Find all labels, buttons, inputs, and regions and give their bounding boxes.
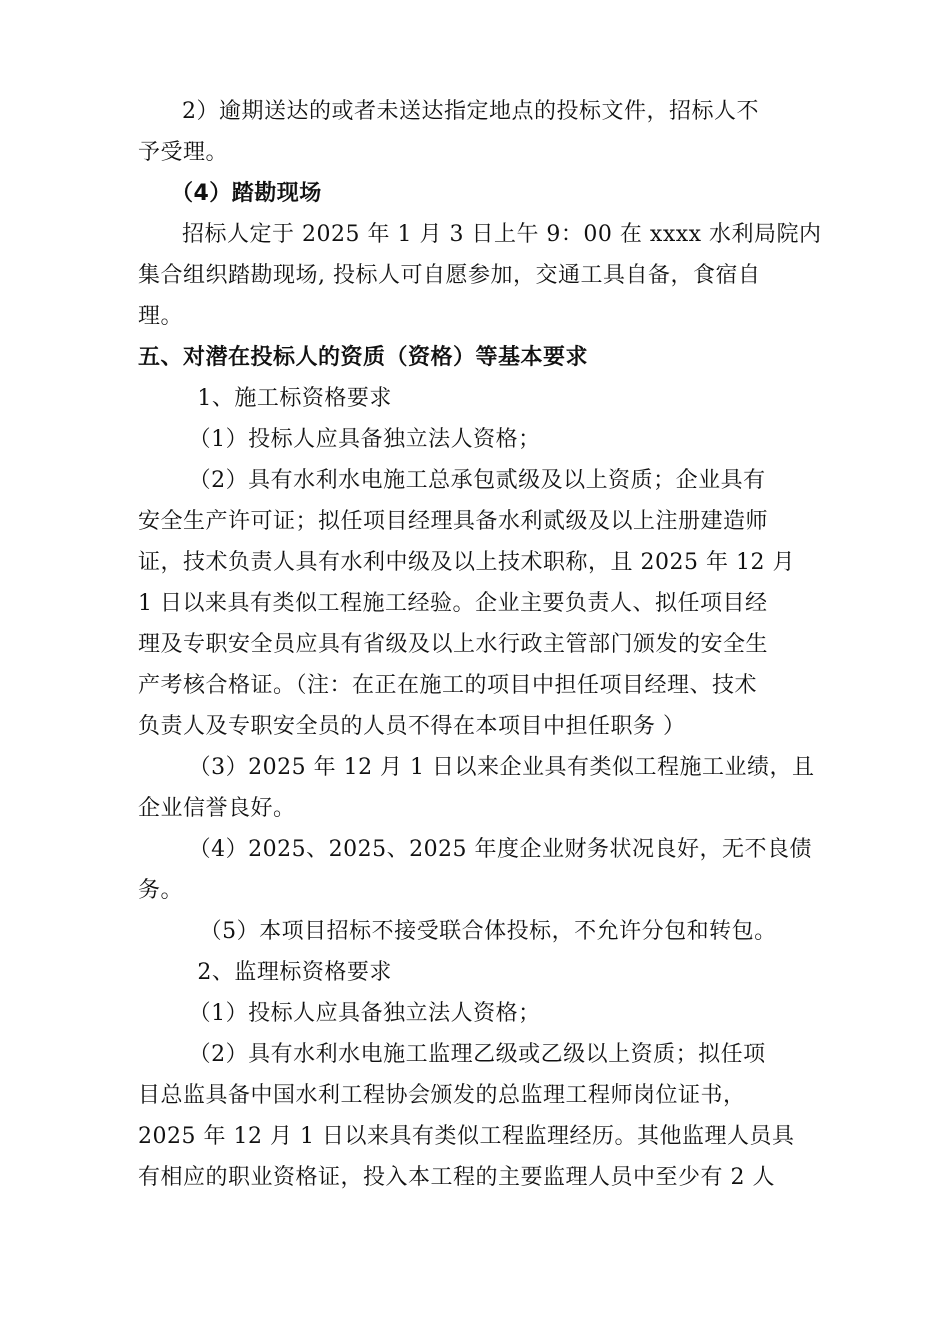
text-line: 1、施工标资格要求 bbox=[197, 386, 392, 411]
text-line: 招标人定于 2025 年 1 月 3 日上午 9：00 在 xxxx 水利局院内 bbox=[182, 222, 822, 247]
text-line: （2）具有水利水电施工总承包贰级及以上资质；企业具有 bbox=[188, 468, 766, 493]
document-body bbox=[138, 95, 858, 1195]
text-line: （2）具有水利水电施工监理乙级或乙级以上资质；拟任项 bbox=[188, 1042, 766, 1067]
text-line: （5）本项目招标不接受联合体投标，不允许分包和转包。 bbox=[199, 919, 777, 944]
text-line: 安全生产许可证；拟任项目经理具备水利贰级及以上注册建造师 bbox=[138, 509, 769, 534]
section-heading: 五、对潜在投标人的资质（资格）等基本要求 bbox=[138, 345, 589, 370]
text-line: 2025 年 12 月 1 日以来具有类似工程监理经历。其他监理人员具 bbox=[138, 1124, 795, 1149]
text-line: 2、监理标资格要求 bbox=[197, 960, 392, 985]
text-line: 有相应的职业资格证，投入本工程的主要监理人员中至少有 2 人 bbox=[138, 1165, 775, 1190]
text-line: （3）2025 年 12 月 1 日以来企业具有类似工程施工业绩，且 bbox=[188, 755, 815, 780]
text-line: （1）投标人应具备独立法人资格； bbox=[188, 427, 541, 452]
text-line: 理及专职安全员应具有省级及以上水行政主管部门颁发的安全生 bbox=[138, 632, 769, 657]
text-line: 负责人及专职安全员的人员不得在本项目中担任职务 ） bbox=[138, 714, 686, 739]
text-line: 2）逾期送达的或者未送达指定地点的投标文件，招标人不 bbox=[182, 99, 759, 124]
section-heading: （4）踏勘现场 bbox=[171, 181, 322, 206]
text-line: 务。 bbox=[138, 878, 184, 903]
text-line: 产考核合格证。（注：在正在施工的项目中担任项目经理、技术 bbox=[138, 673, 758, 698]
text-line: 予受理。 bbox=[138, 140, 229, 165]
text-line: （1）投标人应具备独立法人资格； bbox=[188, 1001, 541, 1026]
text-line: 企业信誉良好。 bbox=[138, 796, 296, 821]
text-line: 理。 bbox=[138, 304, 184, 329]
text-line: 目总监具备中国水利工程协会颁发的总监理工程师岗位证书， bbox=[138, 1083, 746, 1108]
text-line: 集合组织踏勘现场, 投标人可自愿参加，交通工具自备，食宿自 bbox=[138, 263, 761, 288]
text-line: （4）2025、2025、2025 年度企业财务状况良好，无不良债 bbox=[188, 837, 813, 862]
text-line: 证，技术负责人具有水利中级及以上技术职称，且 2025 年 12 月 bbox=[138, 550, 795, 575]
text-line: 1 日以来具有类似工程施工经验。企业主要负责人、拟任项目经 bbox=[138, 591, 768, 616]
